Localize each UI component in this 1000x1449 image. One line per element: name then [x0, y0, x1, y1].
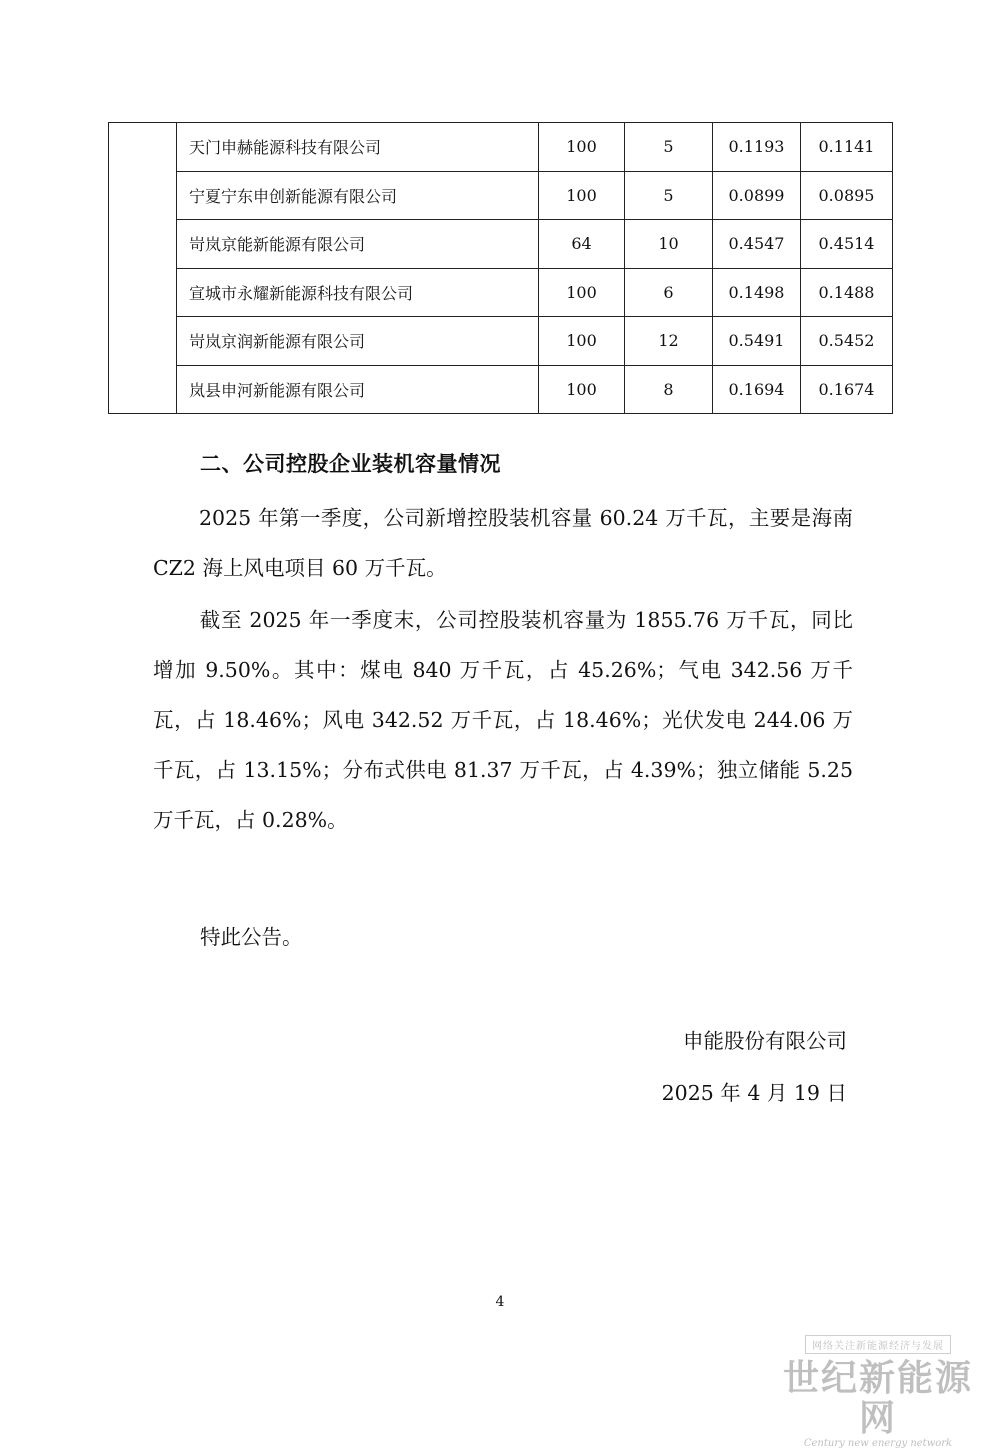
table-row — [109, 123, 893, 172]
table-cell: 0.0895 — [801, 171, 893, 220]
company-table — [108, 122, 893, 414]
watermark-title: 世纪新能源网 — [782, 1357, 973, 1439]
signature-date: 2025 年 4 月 19 日 — [661, 1081, 847, 1105]
table-cell: 0.1193 — [713, 123, 801, 172]
table-cell: 0.5491 — [713, 317, 801, 366]
company-name-cell: 岚县申河新能源有限公司 — [177, 365, 539, 414]
table-cell: 5 — [625, 123, 713, 172]
paragraph-text: 2025 年第一季度，公司新增控股装机容量 60.24 万千瓦，主要是海南 CZ2 海上风电项目 60 万千瓦。 — [153, 506, 853, 580]
table-cell: 100 — [539, 365, 625, 414]
page-number: 4 — [495, 1294, 505, 1310]
table-cell: 0.1498 — [713, 268, 801, 317]
table-cell: 6 — [625, 268, 713, 317]
company-name-cell: 宣城市永耀新能源科技有限公司 — [177, 268, 539, 317]
closing-remark: 特此公告。 — [200, 925, 303, 949]
table-cell: 0.1488 — [801, 268, 893, 317]
table-cell: 0.5452 — [801, 317, 893, 366]
table-cell: 100 — [539, 123, 625, 172]
table-row — [109, 220, 893, 269]
company-name-cell: 岢岚京润新能源有限公司 — [177, 317, 539, 366]
table-cell: 0.4514 — [801, 220, 893, 269]
paragraph-total-capacity — [153, 595, 853, 845]
paragraph-new-capacity — [153, 493, 853, 593]
table-row — [109, 171, 893, 220]
table-cell: 0.1141 — [801, 123, 893, 172]
merged-category-cell — [109, 123, 177, 414]
table-cell: 12 — [625, 317, 713, 366]
table-row — [109, 317, 893, 366]
watermark-tagline: 网络关注新能源经济与发展 — [805, 1335, 951, 1354]
company-name-cell: 宁夏宁东申创新能源有限公司 — [177, 171, 539, 220]
company-name-cell: 岢岚京能新能源有限公司 — [177, 220, 539, 269]
table-cell: 5 — [625, 171, 713, 220]
paragraph-text: 截至 2025 年一季度末，公司控股装机容量为 1855.76 万千瓦，同比增加 9.50%。其中：煤电 840 万千瓦，占 45.26%；气电 342.56 万千瓦，占 18.46%；风电 342.52 万千瓦，占 18.46%；光伏发电 244.06 万千瓦，占 13.15%；分布式供电 81.37 万千瓦，占 4.39%；独立储能 5.25 万千瓦，占 0.28%。 — [153, 608, 853, 832]
table-cell: 0.1674 — [801, 365, 893, 414]
company-name-cell: 天门申赫能源科技有限公司 — [177, 123, 539, 172]
table-cell: 0.0899 — [713, 171, 801, 220]
watermark-subtitle: Century new energy network — [803, 1438, 953, 1449]
table-cell: 64 — [539, 220, 625, 269]
table-cell: 100 — [539, 268, 625, 317]
table-row — [109, 365, 893, 414]
table-cell: 8 — [625, 365, 713, 414]
table-cell: 100 — [539, 171, 625, 220]
signature-company: 申能股份有限公司 — [683, 1029, 847, 1053]
table-cell: 10 — [625, 220, 713, 269]
table-cell: 0.1694 — [713, 365, 801, 414]
table-cell: 0.4547 — [713, 220, 801, 269]
section-heading: 二、公司控股企业装机容量情况 — [200, 452, 501, 476]
watermark-logo — [778, 1334, 978, 1449]
table-row — [109, 268, 893, 317]
table-cell: 100 — [539, 317, 625, 366]
